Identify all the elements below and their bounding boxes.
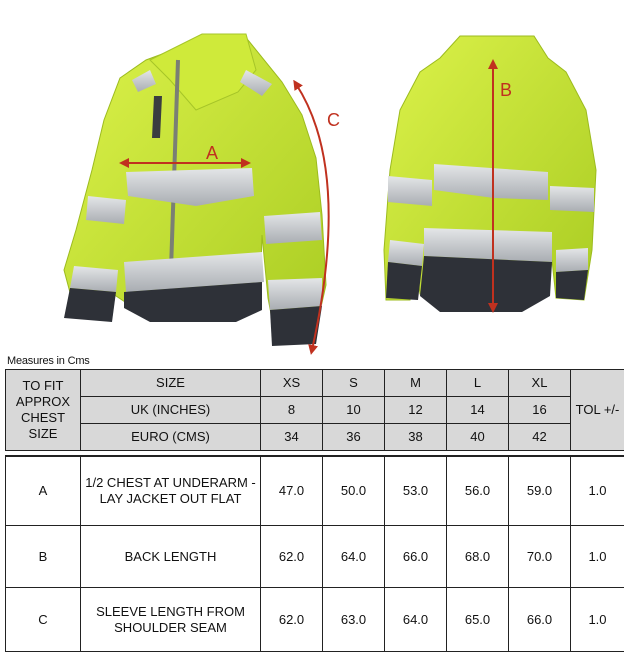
size-row-label: SIZE xyxy=(81,370,261,397)
front-jacket xyxy=(64,34,326,346)
tolerance-header: TOL +/- xyxy=(571,370,624,451)
back-jacket xyxy=(384,36,596,312)
measure-value: 64.0 xyxy=(385,588,447,652)
front-left-cuff xyxy=(64,288,116,322)
uk-size-cell: 16 xyxy=(509,397,571,424)
measure-value: 47.0 xyxy=(261,456,323,526)
back-left-arm-band xyxy=(388,176,432,206)
table-row xyxy=(6,526,624,588)
front-right-arm-band xyxy=(264,212,322,244)
euro-size-cell: 42 xyxy=(509,424,571,451)
euro-size-cell: 34 xyxy=(261,424,323,451)
euro-row-label: EURO (CMS) xyxy=(81,424,261,451)
uk-size-cell: 12 xyxy=(385,397,447,424)
measure-value: 68.0 xyxy=(447,526,509,588)
measure-value: 53.0 xyxy=(385,456,447,526)
euro-header-row xyxy=(6,424,624,451)
back-hem xyxy=(420,256,552,312)
measure-value: 59.0 xyxy=(509,456,571,526)
euro-size-cell: 40 xyxy=(447,424,509,451)
measure-value: 66.0 xyxy=(385,526,447,588)
uk-size-cell: 14 xyxy=(447,397,509,424)
uk-row-label: UK (INCHES) xyxy=(81,397,261,424)
euro-size-cell: 36 xyxy=(323,424,385,451)
front-left-arm-band xyxy=(86,196,126,224)
size-cell: L xyxy=(447,370,509,397)
measure-description: BACK LENGTH xyxy=(81,526,261,588)
uk-header-row xyxy=(6,397,624,424)
back-right-arm-band xyxy=(550,186,594,212)
measure-a-label: A xyxy=(206,143,219,163)
measure-code: B xyxy=(6,526,81,588)
measure-value: 64.0 xyxy=(323,526,385,588)
measure-value: 50.0 xyxy=(323,456,385,526)
back-left-cuff xyxy=(386,262,422,300)
front-right-arm-band-lower xyxy=(268,278,322,310)
size-cell: S xyxy=(323,370,385,397)
fit-chest-header: TO FIT APPROX CHEST SIZE xyxy=(6,370,81,451)
euro-size-cell: 38 xyxy=(385,424,447,451)
measure-description: 1/2 CHEST AT UNDERARM - LAY JACKET OUT FLAT xyxy=(81,456,261,526)
measure-code: A xyxy=(6,456,81,526)
size-cell: XS xyxy=(261,370,323,397)
measure-value: 62.0 xyxy=(261,526,323,588)
measure-b-label: B xyxy=(500,80,513,100)
back-right-cuff xyxy=(556,270,588,300)
back-waist-band xyxy=(424,228,552,262)
size-cell: M xyxy=(385,370,447,397)
measure-value: 56.0 xyxy=(447,456,509,526)
table-row xyxy=(6,588,624,652)
units-caption: Measures in Cms xyxy=(7,355,90,367)
uk-size-cell: 8 xyxy=(261,397,323,424)
measure-description: SLEEVE LENGTH FROM SHOULDER SEAM xyxy=(81,588,261,652)
measure-c-label: C xyxy=(327,110,340,130)
front-left-arm-band-lower xyxy=(70,266,118,292)
measure-value: 70.0 xyxy=(509,526,571,588)
uk-size-cell: 10 xyxy=(323,397,385,424)
measure-value: 66.0 xyxy=(509,588,571,652)
back-left-arm-band-lower xyxy=(388,240,424,266)
tolerance-value: 1.0 xyxy=(571,588,624,652)
back-right-arm-band-lower xyxy=(556,248,588,272)
measure-code: C xyxy=(6,588,81,652)
measure-value: 63.0 xyxy=(323,588,385,652)
measure-value: 65.0 xyxy=(447,588,509,652)
size-chart-table xyxy=(5,369,624,652)
size-cell: XL xyxy=(509,370,571,397)
measure-value: 62.0 xyxy=(261,588,323,652)
table-row xyxy=(6,456,624,526)
tolerance-value: 1.0 xyxy=(571,456,624,526)
tolerance-value: 1.0 xyxy=(571,526,624,588)
size-header-row xyxy=(6,370,624,397)
